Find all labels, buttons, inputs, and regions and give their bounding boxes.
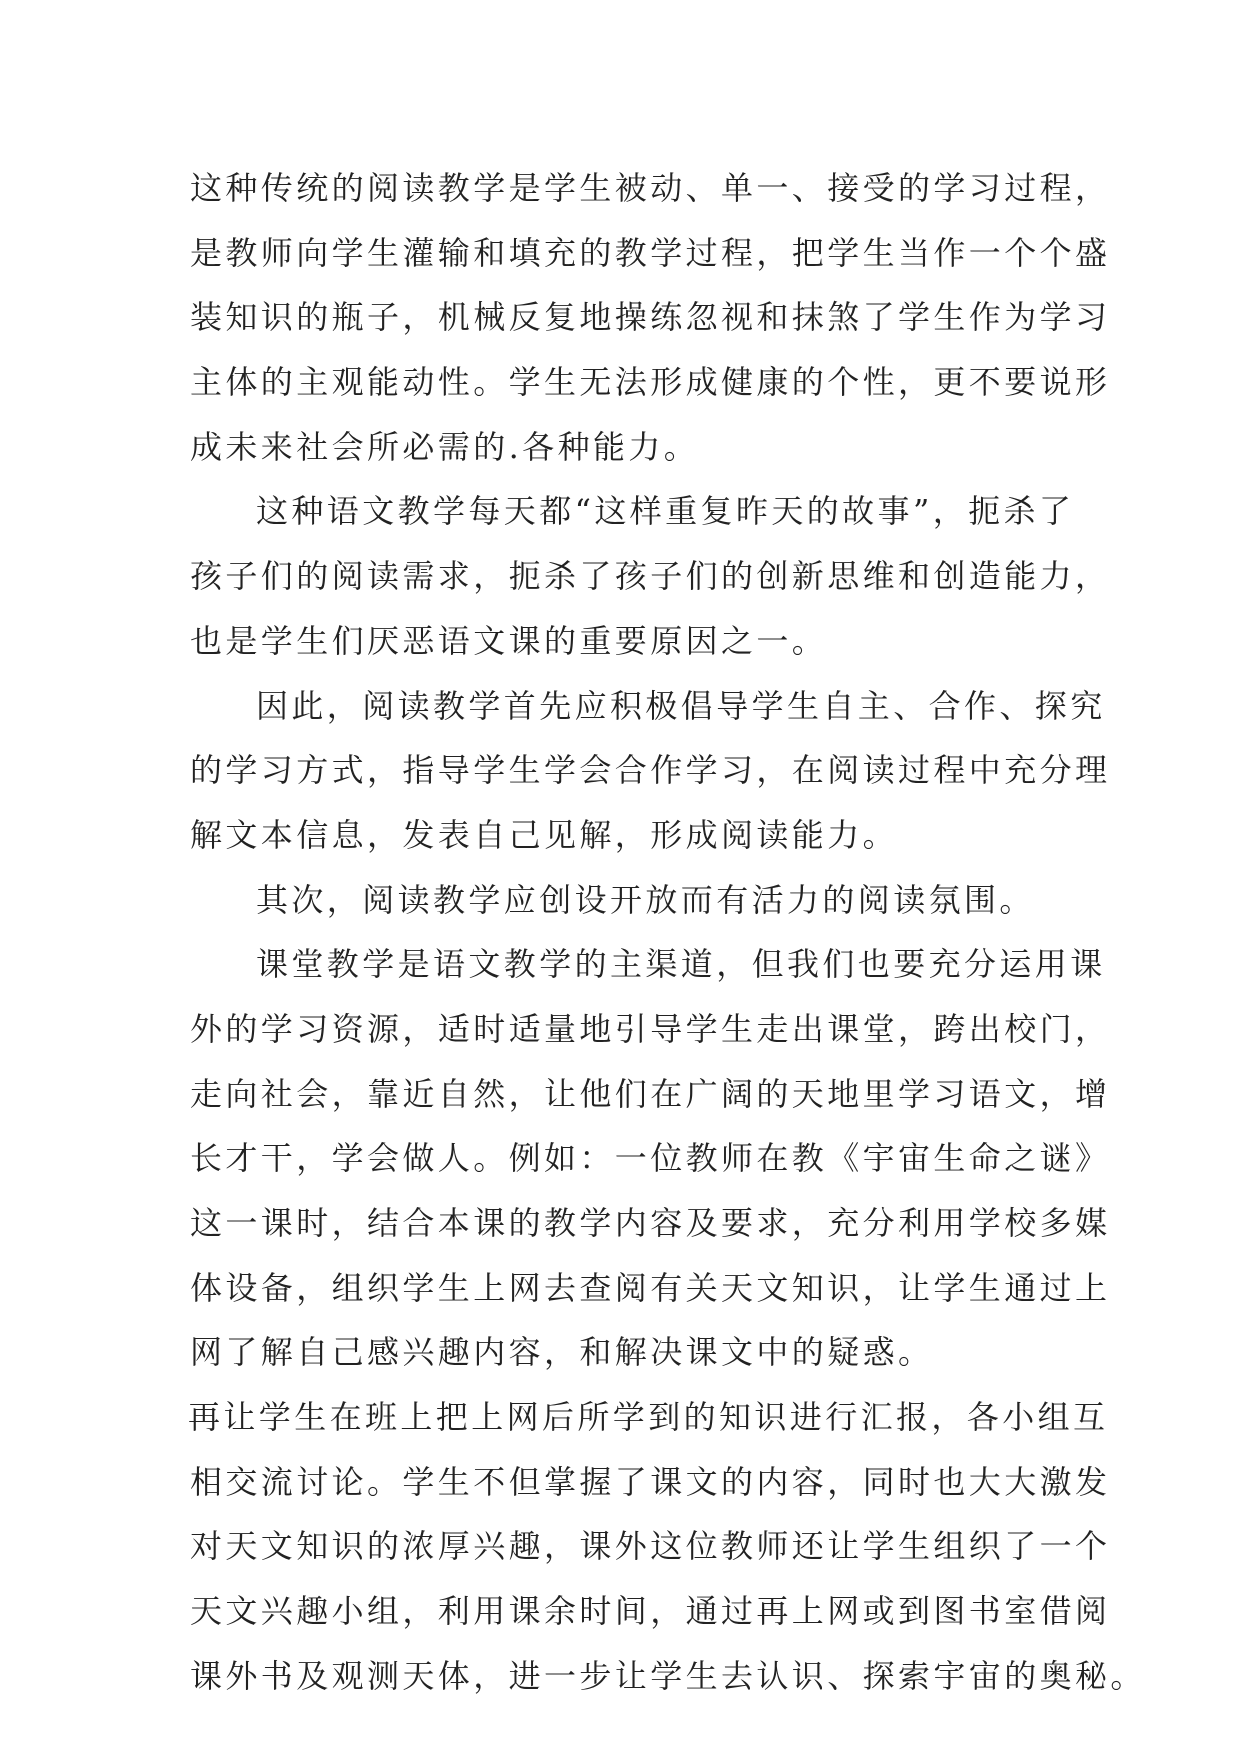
text-line: 天文兴趣小组，利用课余时间，通过再上网或到图书室借阅 bbox=[190, 1592, 1111, 1631]
text-line: 因此，阅读教学首先应积极倡导学生自主、合作、探究 bbox=[256, 686, 1106, 725]
text-line: 再让学生在班上把上网后所学到的知识进行汇报，各小组互 bbox=[188, 1398, 1109, 1437]
paragraph bbox=[190, 156, 1111, 479]
text-line: 成未来社会所必需的.各种能力。 bbox=[190, 427, 700, 466]
text-line: 外的学习资源，适时适量地引导学生走出课堂，跨出校门， bbox=[190, 1009, 1111, 1048]
text-line: 网了解自己感兴趣内容，和解决课文中的疑惑。 bbox=[190, 1333, 934, 1372]
text-line: 孩子们的阅读需求，扼杀了孩子们的创新思维和创造能力， bbox=[190, 557, 1111, 596]
text-line: 装知识的瓶子，机械反复地操练忽视和抹煞了学生作为学习 bbox=[190, 298, 1111, 337]
text-line: 课外书及观测天体，进一步让学生去认识、探索宇宙的奥秘。 bbox=[190, 1656, 1146, 1695]
paragraph bbox=[190, 932, 1111, 1385]
text-line: 是教师向学生灌输和填充的教学过程，把学生当作一个个盛 bbox=[190, 233, 1111, 272]
document-body bbox=[188, 156, 1146, 1709]
paragraph bbox=[190, 674, 1111, 868]
paragraph bbox=[190, 868, 1060, 933]
text-line: 长才干，学会做人。例如：一位教师在教《宇宙生命之谜》 bbox=[190, 1139, 1111, 1178]
text-line: 解文本信息，发表自己见解，形成阅读能力。 bbox=[190, 815, 899, 854]
text-line: 对天文知识的浓厚兴趣，课外这位教师还让学生组织了一个 bbox=[190, 1527, 1111, 1566]
text-line: 的学习方式，指导学生学会合作学习，在阅读过程中充分理 bbox=[190, 751, 1111, 790]
text-line: 课堂教学是语文教学的主渠道，但我们也要充分运用课 bbox=[256, 945, 1106, 984]
paragraph bbox=[190, 479, 1111, 673]
text-line: 体设备，组织学生上网去查阅有关天文知识，让学生通过上 bbox=[190, 1268, 1111, 1307]
text-line: 也是学生们厌恶语文课的重要原因之一。 bbox=[190, 621, 828, 660]
text-line: 相交流讨论。学生不但掌握了课文的内容，同时也大大激发 bbox=[190, 1462, 1111, 1501]
text-line: 这种语文教学每天都“这样重复昨天的故事”，扼杀了 bbox=[256, 492, 1075, 531]
text-line: 其次，阅读教学应创设开放而有活力的阅读氛围。 bbox=[256, 880, 1035, 919]
text-line: 走向社会，靠近自然，让他们在广阔的天地里学习语文，增 bbox=[190, 1074, 1111, 1113]
text-line: 主体的主观能动性。学生无法形成健康的个性，更不要说形 bbox=[190, 363, 1111, 402]
paragraph bbox=[188, 1385, 1146, 1708]
text-line: 这种传统的阅读教学是学生被动、单一、接受的学习过程， bbox=[190, 169, 1111, 207]
text-line: 这一课时，结合本课的教学内容及要求，充分利用学校多媒 bbox=[190, 1204, 1111, 1242]
